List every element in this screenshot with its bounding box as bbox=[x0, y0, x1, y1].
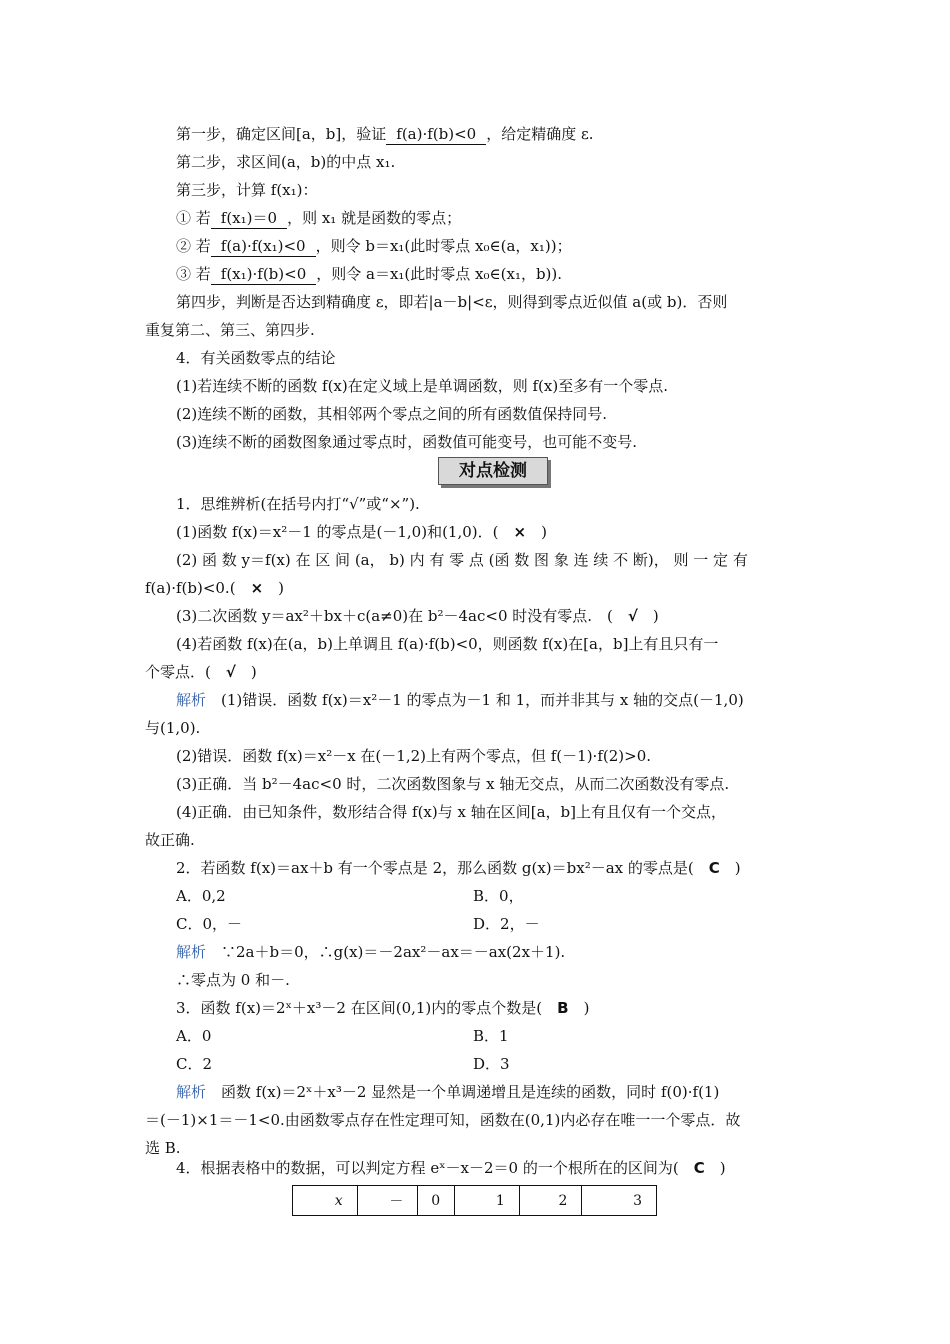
text-run: 2．若函数 f(x)＝ax＋b 有一个零点是 2，那么函数 g(x)＝bx²－ax 的零点是( bbox=[176, 859, 709, 877]
text-run: 重复第二、第三、第四步. bbox=[145, 321, 315, 339]
text-run: 第三步，计算 f(x₁)： bbox=[176, 181, 318, 199]
analysis-label: 解析 bbox=[176, 691, 207, 709]
text-line bbox=[176, 1054, 212, 1074]
text-run: f(a)·f(b)<0.( bbox=[145, 579, 251, 597]
text-line bbox=[176, 348, 336, 368]
text-run: ) bbox=[235, 663, 257, 681]
text-run: ) bbox=[263, 579, 284, 597]
text-line bbox=[176, 970, 290, 990]
text-run: (1)函数 f(x)＝x²－1 的零点是(－1,0)和(1,0)．( bbox=[176, 523, 514, 541]
text-line bbox=[176, 998, 589, 1018]
text-line bbox=[176, 690, 744, 710]
text-run: ∵2a＋b＝0，∴g(x)＝－2ax²－ax＝－ax(2x＋1). bbox=[206, 943, 566, 961]
text-line bbox=[473, 914, 540, 934]
answer-mark: B bbox=[557, 999, 569, 1017]
analysis-label: 解析 bbox=[176, 943, 207, 961]
text-line bbox=[176, 1158, 726, 1178]
text-line bbox=[176, 550, 748, 570]
text-line bbox=[176, 858, 741, 878]
text-line bbox=[473, 1054, 510, 1074]
text-line bbox=[176, 180, 318, 200]
text-line bbox=[176, 292, 727, 312]
fill-blank: f(a)·f(b)<0 bbox=[386, 124, 486, 145]
table-cell: 1 bbox=[455, 1186, 520, 1216]
text-line bbox=[145, 1138, 181, 1158]
text-line bbox=[145, 830, 195, 850]
text-run: B．0， bbox=[473, 887, 524, 905]
text-run: ③ 若 bbox=[176, 265, 211, 283]
table-cell: 0 bbox=[418, 1186, 455, 1216]
analysis-label: 解析 bbox=[176, 1083, 207, 1101]
text-run: ) bbox=[704, 1159, 726, 1177]
text-line bbox=[176, 942, 565, 962]
text-line bbox=[176, 802, 726, 822]
text-run: ) bbox=[568, 999, 590, 1017]
answer-mark: × bbox=[250, 579, 264, 597]
text-line bbox=[176, 746, 651, 766]
text-line bbox=[176, 376, 668, 396]
text-line bbox=[176, 152, 395, 172]
answer-mark: √ bbox=[627, 607, 638, 625]
text-line bbox=[145, 578, 284, 598]
text-line bbox=[176, 1026, 211, 1046]
text-run: ) bbox=[719, 859, 741, 877]
fill-blank: f(x₁)·f(b)<0 bbox=[211, 264, 316, 285]
text-line bbox=[176, 914, 242, 934]
text-run: B．1 bbox=[473, 1027, 509, 1045]
answer-mark: √ bbox=[225, 663, 236, 681]
text-run: ② 若 bbox=[176, 237, 211, 255]
text-line bbox=[176, 432, 637, 452]
answer-mark: × bbox=[513, 523, 527, 541]
text-run: 第一步，确定区间[a，b]，验证 bbox=[176, 125, 387, 143]
table-cell: 3 bbox=[582, 1186, 657, 1216]
text-line bbox=[176, 236, 572, 256]
data-table bbox=[292, 1185, 657, 1216]
text-run: 4．根据表格中的数据，可以判定方程 eˣ－x－2＝0 的一个根所在的区间为( bbox=[176, 1159, 694, 1177]
text-run: C．2 bbox=[176, 1055, 213, 1073]
text-line bbox=[145, 320, 315, 340]
text-run: (1)错误．函数 f(x)＝x²－1 的零点为－1 和 1，而并非其与 x 轴的交点(－1,0) bbox=[206, 691, 744, 709]
text-run: ) bbox=[526, 523, 547, 541]
text-line bbox=[176, 404, 607, 424]
text-run: ，则令 b＝x₁(此时零点 x₀∈(a，x₁))； bbox=[315, 237, 572, 255]
text-run: C．0，－ bbox=[176, 915, 243, 933]
text-run: D．3 bbox=[473, 1055, 510, 1073]
text-run: 函数 f(x)＝2ˣ＋x³－2 显然是一个单调递增且是连续的函数，同时 f(0)·f(1) bbox=[206, 1083, 720, 1101]
text-run: 故正确. bbox=[145, 831, 195, 849]
text-line bbox=[176, 886, 226, 906]
text-run: (3)连续不断的函数图象通过零点时，函数值可能变号，也可能不变号. bbox=[176, 433, 638, 451]
text-run: 与(1,0). bbox=[145, 719, 201, 737]
text-run: D．2，－ bbox=[473, 915, 540, 933]
text-run: 选 B. bbox=[145, 1139, 181, 1157]
text-line bbox=[145, 1110, 740, 1130]
table-cell: 2 bbox=[519, 1186, 582, 1216]
text-run: (4)若函数 f(x)在(a，b)上单调且 f(a)·f(b)<0，则函数 f(x)在[a，b]上有且只有一 bbox=[176, 635, 719, 653]
text-run: 个零点．( bbox=[145, 663, 226, 681]
text-line bbox=[176, 634, 718, 654]
text-line bbox=[473, 1026, 509, 1046]
text-run: (3)二次函数 y＝ax²＋bx＋c(a≠0)在 b²－4ac<0 时没有零点. ( bbox=[176, 607, 628, 625]
text-line bbox=[176, 124, 594, 144]
text-line bbox=[145, 718, 200, 738]
text-line bbox=[473, 886, 524, 906]
table-cell-x: x bbox=[293, 1186, 358, 1216]
text-line bbox=[145, 662, 257, 682]
text-line bbox=[176, 264, 562, 284]
text-line bbox=[176, 494, 420, 514]
table-cell: － bbox=[357, 1186, 418, 1216]
text-run: ＝(－1)×1＝－1<0.由函数零点存在性定理可知，函数在(0,1)内必存在唯一一个零点．故 bbox=[145, 1111, 741, 1129]
text-line bbox=[176, 522, 547, 542]
text-run: ∴零点为 0 和－. bbox=[176, 971, 290, 989]
text-run: (2)连续不断的函数，其相邻两个零点之间的所有函数值保持同号. bbox=[176, 405, 608, 423]
fill-blank: f(a)·f(x₁)<0 bbox=[211, 236, 316, 257]
answer-mark: C bbox=[708, 859, 720, 877]
text-run: (4)正确．由已知条件，数形结合得 f(x)与 x 轴在区间[a，b]上有且仅有一个交点， bbox=[176, 803, 726, 821]
text-run: 第二步，求区间(a，b)的中点 x₁. bbox=[176, 153, 396, 171]
fill-blank: f(x₁)＝0 bbox=[211, 208, 287, 229]
table-row bbox=[293, 1186, 657, 1216]
text-run: ① 若 bbox=[176, 209, 211, 227]
text-run: ，则令 a＝x₁(此时零点 x₀∈(x₁，b)). bbox=[316, 265, 563, 283]
text-run: (1)若连续不断的函数 f(x)在定义域上是单调函数，则 f(x)至多有一个零点. bbox=[176, 377, 668, 395]
text-line bbox=[176, 208, 461, 228]
text-run: A．0,2 bbox=[176, 887, 226, 905]
text-run: ，给定精确度 ε. bbox=[486, 125, 594, 143]
text-run: (2)错误．函数 f(x)＝x²－x 在(－1,2)上有两个零点，但 f(－1)·f(2)>0. bbox=[176, 747, 652, 765]
text-run: 3．函数 f(x)＝2ˣ＋x³－2 在区间(0,1)内的零点个数是( bbox=[176, 999, 558, 1017]
section-banner: 对点检测 bbox=[438, 457, 548, 485]
text-run: A．0 bbox=[176, 1027, 212, 1045]
text-run: (2) 函 数 y＝f(x) 在 区 间 (a， b) 内 有 零 点 (函 数 图 象 连 续 不 断)， 则 一 定 有 bbox=[176, 551, 748, 569]
text-run: 1．思维辨析(在括号内打“√”或“×”). bbox=[176, 495, 420, 513]
text-line bbox=[176, 606, 659, 626]
text-line bbox=[176, 774, 729, 794]
text-run: ，则 x₁ 就是函数的零点； bbox=[287, 209, 462, 227]
text-run: (3)正确．当 b²－4ac<0 时，二次函数图象与 x 轴无交点，从而二次函数没有零点. bbox=[176, 775, 730, 793]
text-run: 4．有关函数零点的结论 bbox=[176, 349, 336, 367]
text-line bbox=[176, 1082, 719, 1102]
text-run: ) bbox=[637, 607, 659, 625]
text-run: 第四步，判断是否达到精确度 ε，即若|a－b|<ε，则得到零点近似值 a(或 b)．否则 bbox=[176, 293, 728, 311]
answer-mark: C bbox=[693, 1159, 705, 1177]
